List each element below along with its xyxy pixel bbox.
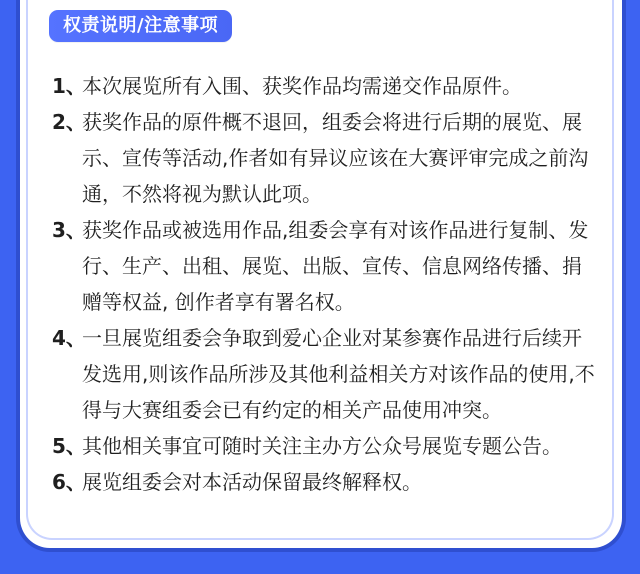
rule-item-2	[52, 104, 600, 212]
rule-text: 获奖作品或被选用作品,组委会享有对该作品进行复制、发行、生产、出租、展览、出版、宣传、信息网络传播、捐赠等权益, 创作者享有署名权。	[82, 218, 589, 314]
rule-text: 获奖作品的原件概不退回，组委会将进行后期的展览、展示、宣传等活动,作者如有异议应该在大赛评审完成之前沟通，不然将视为默认此项。	[82, 110, 589, 206]
rule-item-3	[52, 212, 600, 320]
rule-number: 4、	[52, 326, 86, 350]
rule-number: 6、	[52, 470, 86, 494]
section-title-badge	[49, 10, 232, 42]
rule-item-5	[52, 428, 600, 464]
rule-item-4	[52, 320, 600, 428]
section-title: 权责说明/注意事项	[63, 15, 219, 36]
rule-number: 5、	[52, 434, 86, 458]
rule-number: 2、	[52, 110, 86, 134]
rules-list	[52, 68, 600, 500]
rule-text: 其他相关事宜可随时关注主办方公众号展览专题公告。	[82, 434, 562, 458]
rule-number: 3、	[52, 218, 86, 242]
rule-item-6	[52, 464, 600, 500]
rule-text: 一旦展览组委会争取到爱心企业对某参赛作品进行后续开发选用,则该作品所涉及其他利益相关方对该作品的使用,不得与大赛组委会已有约定的相关产品使用冲突。	[82, 326, 595, 422]
rule-text: 展览组委会对本活动保留最终解释权。	[82, 470, 422, 494]
rule-text: 本次展览所有入围、获奖作品均需递交作品原件。	[82, 74, 522, 98]
rule-item-1	[52, 68, 600, 104]
rule-number: 1、	[52, 74, 86, 98]
